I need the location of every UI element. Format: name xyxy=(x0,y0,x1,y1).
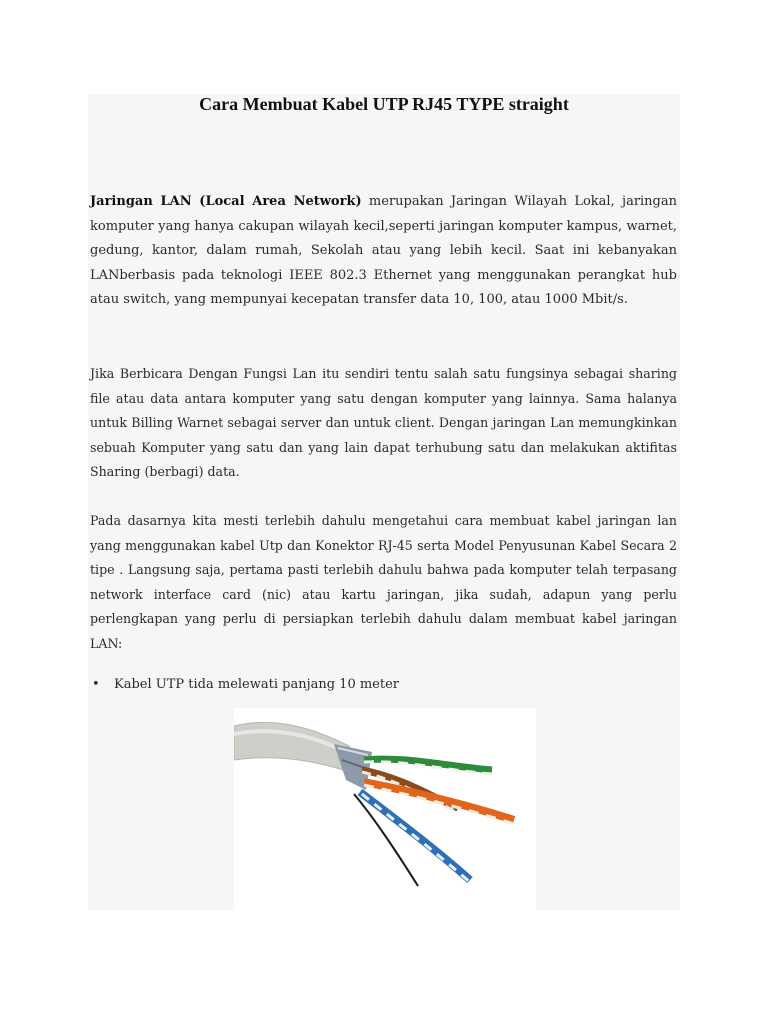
list-item-text: Kabel UTP tida melewati panjang 10 meter xyxy=(114,677,400,692)
paragraph-body: merupakan Jaringan Wilayah Lokal, jaringan komputer yang hanya cakupan wilayah kecil,seperti jaringan komputer kampus, warnet, gedung, kantor, dalam rumah, Sekolah atau yang lebih kecil. Saat ini kebanyakan LANberbasis pada teknologi IEEE 802.3 Ethernet yang menggunakan perangkat hub atau switch, yang mempunyai kecepatan transfer data 10, 100, atau 1000 Mbit/s. xyxy=(90,194,678,307)
paragraph-lan-definition xyxy=(90,190,677,313)
utp-cable-image xyxy=(234,708,536,910)
page-title: Cara Membuat Kabel UTP RJ45 TYPE straight xyxy=(199,94,569,114)
paragraph-lead-bold: Jaringan LAN (Local Area Network) xyxy=(90,194,362,209)
bullet-marker: • xyxy=(92,677,100,692)
paragraph-lan-function: Jika Berbicara Dengan Fungsi Lan itu sendiri tentu salah satu fungsinya sebagai sharing file atau data antara komputer yang satu dengan komputer yang lainnya. Sama halanya untuk Billing Warnet sebagai server dan untuk client. Dengan jaringan Lan memungkinkan sebuah Komputer yang satu dan yang lain dapat terhubung satu dan melakukan aktifitas Sharing (berbagi) data. xyxy=(90,366,677,479)
utp-cable-illustration xyxy=(234,708,536,910)
paragraph-preparation: Pada dasarnya kita mesti terlebih dahulu mengetahui cara membuat kabel jaringan lan yang menggunakan kabel Utp dan Konektor RJ-45 serta Model Penyusunan Kabel Secara 2 tipe . Langsung saja, pertama pasti terlebih dahulu bahwa pada komputer telah terpasang network interface card (nic) atau kartu jaringan, jika sudah, adapun yang perlu perlengkapan yang perlu di persiapkan terlebih dahulu dalam membuat kabel jaringan LAN: xyxy=(90,513,677,651)
list-item xyxy=(92,674,652,696)
